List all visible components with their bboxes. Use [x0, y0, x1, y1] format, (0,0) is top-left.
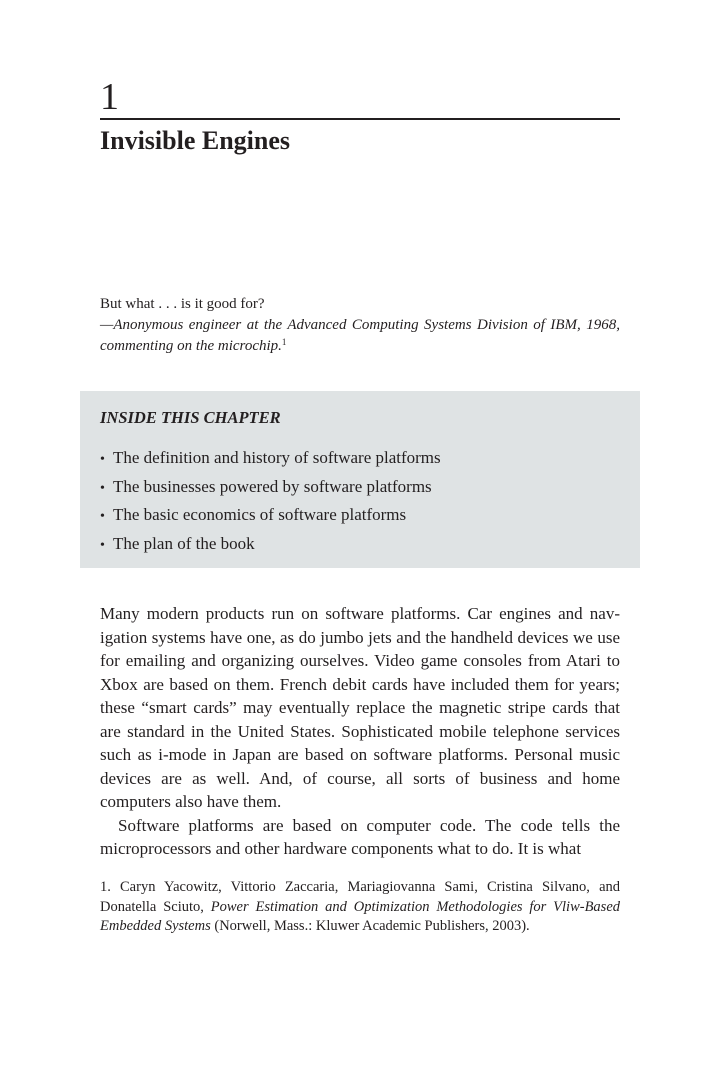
epigraph — [100, 294, 620, 357]
footnote-authors: Caryn Yacowitz, Vittorio Zaccaria, Mariagiovanna Sami, Cristina Silvano, and Donatella Sciuto, — [100, 879, 620, 915]
epigraph-attribution — [100, 315, 620, 357]
body-text — [100, 602, 620, 861]
list-item — [100, 532, 441, 561]
epigraph-quote: But what . . . is it good for? — [100, 296, 265, 312]
epigraph-attribution-text: —Anonymous engineer at the Advanced Computing Systems Division of IBM, 1968, commenting on the microchip. — [100, 317, 620, 354]
chapter-title: Invisible Engines — [100, 126, 291, 155]
list-item-text: The businesses powered by software platforms — [113, 476, 432, 496]
footnote-number: 1. — [100, 879, 111, 895]
footnote — [100, 878, 620, 937]
inside-box-heading: INSIDE THIS CHAPTER — [100, 408, 281, 427]
chapter-rule — [100, 118, 620, 120]
body-paragraph: Many modern products run on software platforms. Car engines and navigation systems have one, as do jumbo jets and the handheld devices we use for emailing and organizing ourselves. Video game consoles from Atari to Xbox are based on them. French debit cards have included them for years; these “smart cards” may eventually replace the magnetic stripe cards that are standard in the United States. Sophisticated mobile telephone services such as i-mode in Japan are based on software platforms. Personal music devices are as well. And, of course, all sorts of business and home computers also have them. — [100, 604, 620, 811]
bullet-icon: • — [100, 452, 105, 467]
body-paragraph: Software platforms are based on computer code. The code tells the microprocessors and other hardware components what to do. It is what — [100, 815, 620, 858]
chapter-number: 1 — [100, 76, 119, 118]
footnote-title: Power Estimation and Optimization Methodologies for Vliw-Based Embedded Systems — [100, 898, 621, 934]
bullet-icon: • — [100, 537, 105, 553]
bullet-icon: • — [100, 480, 105, 496]
list-item-text: The definition and history of software platforms — [113, 448, 441, 467]
bullet-icon: • — [100, 509, 105, 524]
list-item — [100, 475, 441, 504]
list-item — [100, 446, 441, 475]
list-item-text: The plan of the book — [113, 533, 255, 553]
footnote-publication: (Norwell, Mass.: Kluwer Academic Publishers, 2003). — [214, 918, 530, 934]
inside-this-chapter-box — [80, 391, 640, 568]
inside-box-list — [100, 446, 441, 560]
list-item — [100, 503, 441, 532]
list-item-text: The basic economics of software platforms — [113, 505, 407, 524]
footnote-reference[interactable]: 1 — [281, 337, 287, 347]
